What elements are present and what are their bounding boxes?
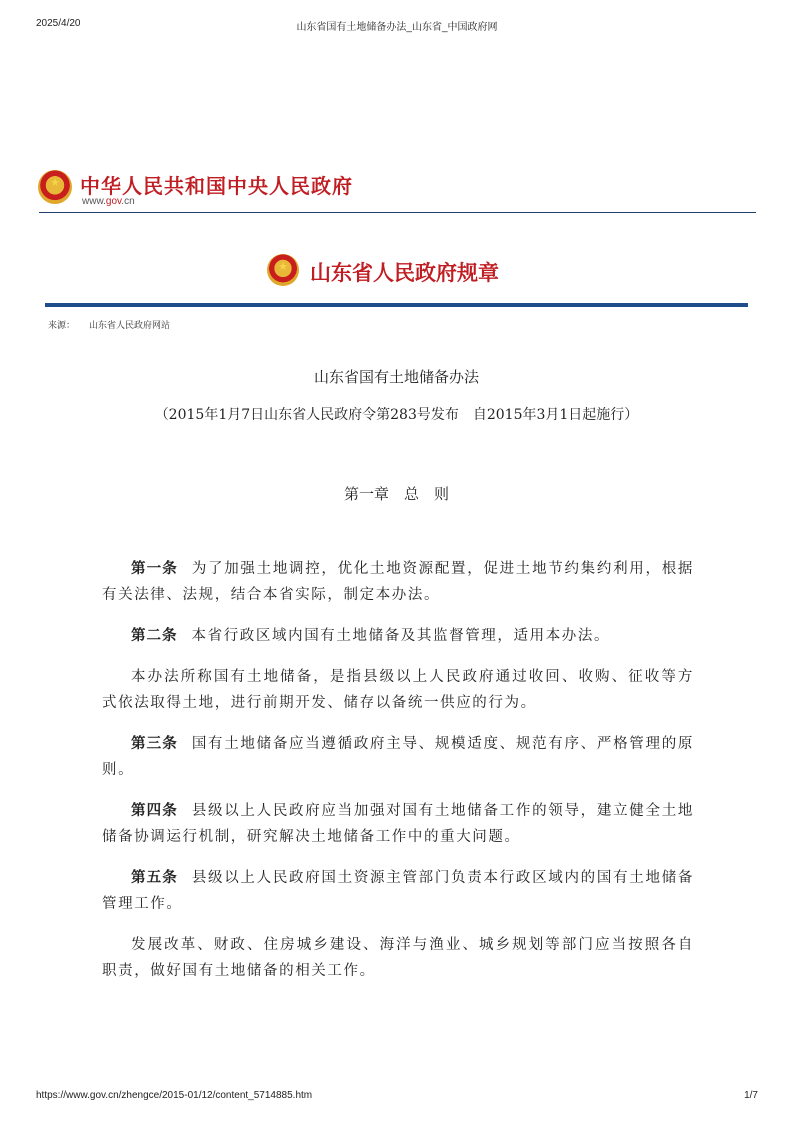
print-page-title: 山东省国有土地储备办法_山东省_中国政府网 [296, 22, 498, 33]
document-subtitle: （2015年1月7日山东省人民政府令第283号发布 自2015年3月1日起施行） [154, 407, 639, 423]
article-paragraph [102, 556, 694, 608]
gov-url-prefix: www. [82, 196, 106, 207]
national-emblem-icon: ★ [38, 170, 72, 204]
print-date: 2025/4/20 [36, 18, 81, 29]
source-line [48, 318, 170, 331]
gov-url-highlight: gov [105, 196, 122, 207]
gov-site-header [38, 166, 758, 216]
source-value: 山东省人民政府网站 [89, 321, 171, 331]
article-text: 县级以上人民政府国土资源主管部门负责本行政区域内的国有土地储备管理工作。 [102, 870, 694, 912]
article-paragraph [102, 865, 694, 917]
page-number: 1/7 [744, 1090, 758, 1101]
article-text: 为了加强土地调控，优化土地资源配置，促进土地节约集约利用，根据有关法律、法规，结合本省实际，制定本办法。 [102, 561, 694, 603]
gov-site-url[interactable] [82, 196, 135, 207]
regulation-banner [0, 254, 793, 290]
national-emblem-icon: ★ [267, 254, 299, 286]
document-title: 山东省国有土地储备办法 [313, 368, 479, 386]
regulation-banner-title: 山东省人民政府规章 [310, 260, 499, 285]
article-text: 本办法所称国有土地储备，是指县级以上人民政府通过收回、收购、征收等方式依法取得土地，进行前期开发、储存以备统一供应的行为。 [102, 669, 694, 711]
gov-site-title[interactable]: 中华人民共和国中央人民政府 [80, 174, 353, 198]
article-paragraph [102, 664, 694, 716]
article-paragraph [102, 623, 694, 649]
header-divider [39, 212, 756, 213]
print-header [36, 18, 758, 32]
chapter-title: 第一章 总 则 [343, 485, 449, 503]
article-text: 发展改革、财政、住房城乡建设、海洋与渔业、城乡规划等部门应当按照各自职责，做好国有土地储备的相关工作。 [102, 937, 694, 979]
article-text: 本省行政区域内国有土地储备及其监督管理，适用本办法。 [191, 628, 611, 644]
document-body [102, 556, 694, 999]
article-number: 第三条 [131, 736, 178, 752]
article-paragraph [102, 932, 694, 984]
banner-divider [45, 303, 748, 307]
article-text: 国有土地储备应当遵循政府主导、规模适度、规范有序、严格管理的原则。 [102, 736, 694, 778]
article-number: 第二条 [131, 628, 178, 644]
article-text: 县级以上人民政府应当加强对国有土地储备工作的领导，建立健全土地储备协调运行机制，研究解决土地储备工作中的重大问题。 [102, 803, 694, 845]
article-number: 第四条 [131, 803, 178, 819]
article-paragraph [102, 731, 694, 783]
article-paragraph [102, 798, 694, 850]
gov-url-suffix: .cn [121, 196, 135, 207]
article-number: 第五条 [131, 870, 178, 886]
source-label: 来源： [48, 321, 76, 331]
print-footer [36, 1090, 758, 1104]
print-url[interactable]: https://www.gov.cn/zhengce/2015-01/12/content_5714885.htm [36, 1090, 313, 1101]
article-number: 第一条 [131, 561, 178, 577]
